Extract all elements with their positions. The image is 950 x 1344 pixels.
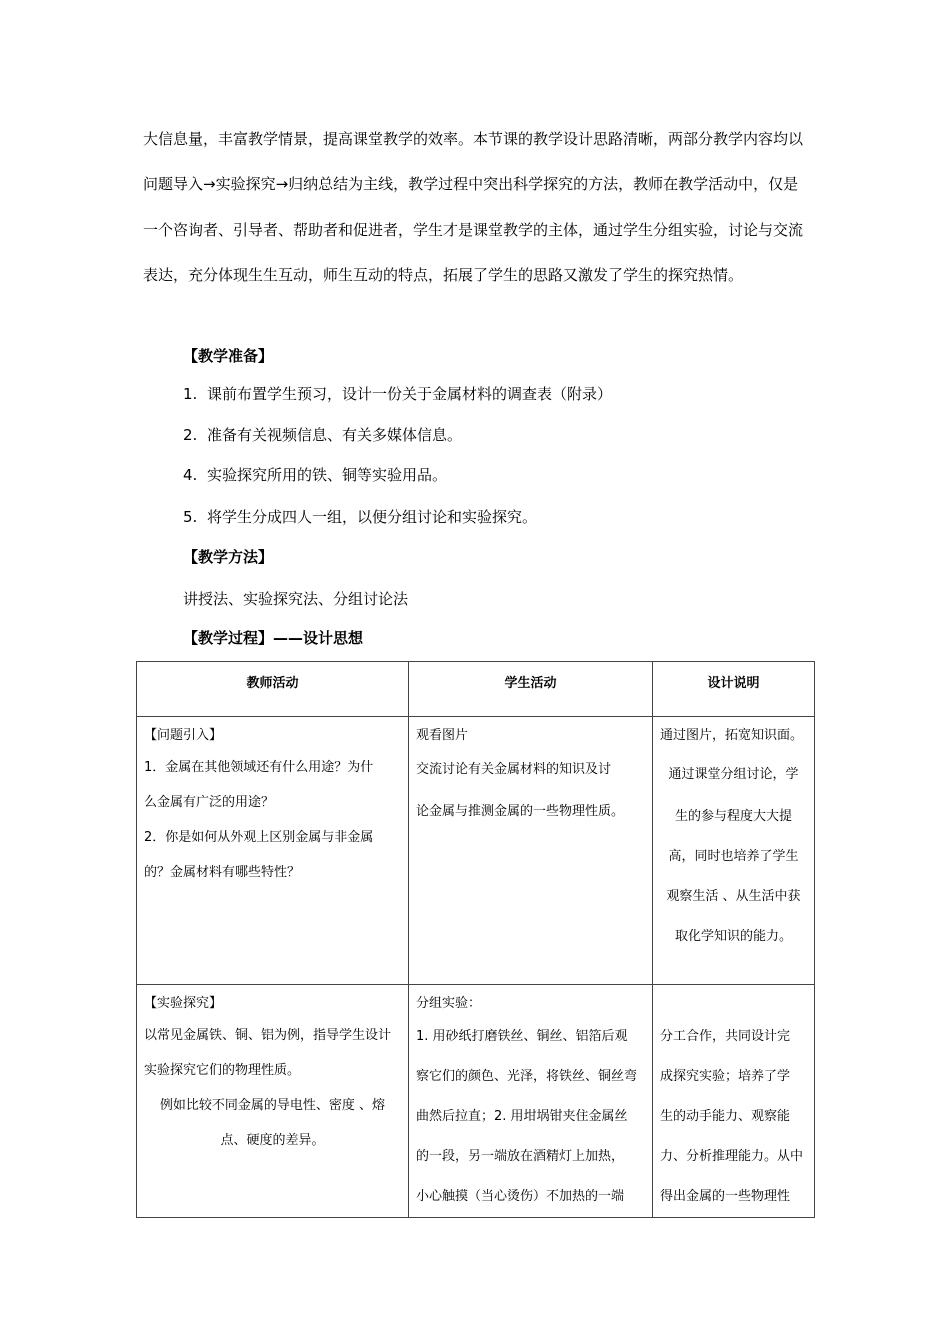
teacher-activity-cell xyxy=(137,717,409,985)
teaching-process-table xyxy=(136,661,815,1218)
header-student-activity: 学生活动 xyxy=(409,662,653,717)
cell-line: 生的动手能力、观察能 xyxy=(660,1109,791,1124)
cell-line: 分工合作，共同设计完 xyxy=(660,1029,791,1044)
cell-line: 力、分析推理能力。从中 xyxy=(660,1149,804,1164)
intro-paragraph: 大信息量，丰富教学情景，提高课堂教学的效率。本节课的教学设计思路清晰，两部分教学内容均以问题导入→实验探究→归纳总结为主线，教学过程中突出科学探究的方法，教师在教学活动中，仅是一个咨询者、引导者、帮助者和促进者，学生才是课堂教学的主体，通过学生分组实验，讨论与交流表达，充分体现生生互动，师生互动的特点，拓展了学生的思路又激发了学生的探究热情。 xyxy=(143,130,804,284)
cell-line: 察它们的颜色、光泽，将铁丝、铜丝弯 xyxy=(416,1069,638,1084)
cell-line: 以常见金属铁、铜、铝为例，指导学生设计 xyxy=(144,1028,392,1043)
process-heading: 【教学过程】——设计思想 xyxy=(183,629,364,647)
cell-line: 论金属与推测金属的一些物理性质。 xyxy=(416,804,625,819)
teacher-activity-cell xyxy=(137,985,409,1218)
preparation-heading: 【教学准备】 xyxy=(183,347,274,365)
preparation-item-1 xyxy=(183,383,612,404)
preparation-item-3 xyxy=(183,464,447,485)
cell-line: 得出金属的一些物理性 xyxy=(660,1189,791,1204)
cell-line: 成探究实验；培养了学 xyxy=(660,1069,791,1084)
design-notes-cell xyxy=(653,717,815,985)
cell-line: 生的参与程度大大提 xyxy=(674,809,792,824)
methods-heading: 【教学方法】 xyxy=(183,548,274,566)
table-header-row xyxy=(137,662,815,717)
header-teacher-activity: 教师活动 xyxy=(137,662,409,717)
item-number: 1. xyxy=(183,385,198,403)
cell-line: 2．你是如何从外观上区别金属与非金属 xyxy=(144,830,374,845)
table-row xyxy=(137,717,815,985)
cell-line: 分组实验： xyxy=(416,996,482,1011)
cell-line: 的？金属材料有哪些特性？ xyxy=(144,865,301,880)
header-design-notes: 设计说明 xyxy=(653,662,815,717)
item-text: 课前布置学生预习，设计一份关于金属材料的调查表（附录） xyxy=(207,385,613,403)
cell-line: 实验探究它们的物理性质。 xyxy=(144,1063,301,1078)
item-number: 4. xyxy=(183,466,198,484)
cell-line: 的一段，另一端放在酒精灯上加热， xyxy=(416,1149,625,1164)
cell-line: 么金属有广泛的用途？ xyxy=(144,795,275,810)
cell-line: 观看图片 xyxy=(416,728,469,743)
cell-line: 小心触摸（当心烫伤）不加热的一端 xyxy=(416,1189,625,1204)
student-activity-cell xyxy=(409,985,653,1218)
cell-line: 高，同时也培养了学生 xyxy=(668,849,799,864)
preparation-item-4 xyxy=(183,506,537,527)
section-title: 【问题引入】 xyxy=(144,728,223,743)
table-row xyxy=(137,985,815,1218)
methods-text: 讲授法、实验探究法、分组讨论法 xyxy=(183,590,409,608)
cell-line: 交流讨论有关金属材料的知识及讨 xyxy=(416,762,612,777)
item-number: 2. xyxy=(183,426,198,444)
section-title: 【实验探究】 xyxy=(144,996,223,1011)
cell-line: 点、硬度的差异。 xyxy=(220,1133,325,1148)
student-activity-cell xyxy=(409,717,653,985)
item-text: 准备有关视频信息、有关多媒体信息。 xyxy=(207,426,463,444)
cell-line: 例如比较不同金属的导电性、密度 、熔 xyxy=(159,1098,386,1113)
cell-line: 1. 用砂纸打磨铁丝、铜丝、铝箔后观 xyxy=(416,1029,628,1044)
design-notes-cell xyxy=(653,985,815,1218)
cell-line: 1．金属在其他领域还有什么用途？为什 xyxy=(144,760,374,775)
item-text: 实验探究所用的铁、铜等实验用品。 xyxy=(207,466,448,484)
item-text: 将学生分成四人一组，以便分组讨论和实验探究。 xyxy=(207,508,538,526)
cell-line: 通过图片，拓宽知识面。 xyxy=(660,728,804,743)
cell-line: 观察生活 、从生活中获 xyxy=(666,889,801,904)
cell-line: 曲然后拉直；2. 用坩埚钳夹住金属丝 xyxy=(416,1109,628,1124)
preparation-item-2 xyxy=(183,424,462,445)
cell-line: 通过课堂分组讨论，学 xyxy=(668,767,799,782)
cell-line: 取化学知识的能力。 xyxy=(674,929,792,944)
item-number: 5. xyxy=(183,508,198,526)
